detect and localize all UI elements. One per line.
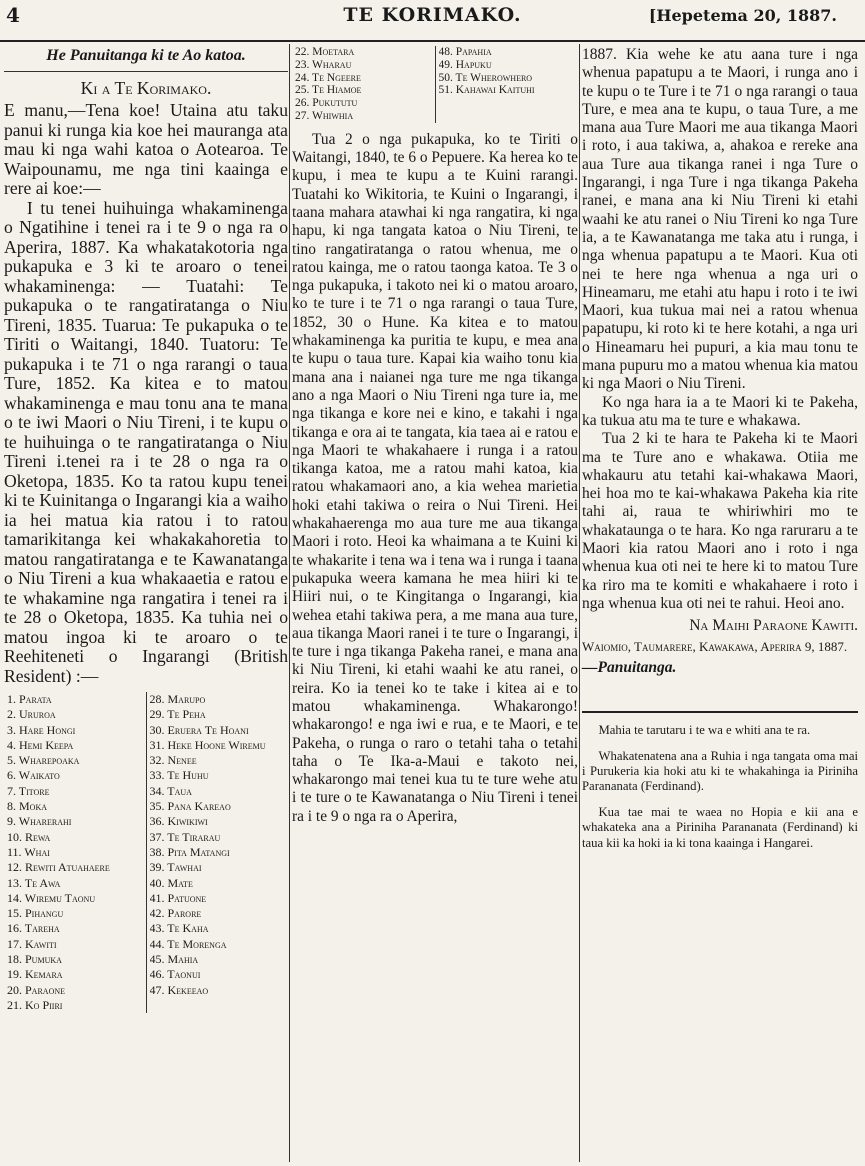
signatory: 30. Eruera Te Hoani (149, 722, 249, 737)
signatory-list (292, 46, 578, 123)
signatory: 33. Te Huhu (149, 768, 209, 783)
signatory: 16. Tareha (7, 921, 60, 936)
signatory: 17. Kawiti (7, 936, 57, 951)
signatory: 20. Paraone (7, 982, 66, 997)
signatory: 3. Hare Hongi (7, 722, 76, 737)
signatory: 47. Kekeeao (149, 982, 209, 997)
salutation: Ki a Te Korimako. (80, 77, 212, 98)
signatory: 9. Wharerahi (7, 814, 72, 829)
signatory: 14. Wiremu Taonu (7, 890, 96, 905)
paragraph: I tu tenei huihuinga whakaminenga o Ngatihine i tenei ra i te 9 o nga ra o Aperira, 1887. Ka whakatakotoria nga pukapuka e 3 ki te aroaro o tenei whakaminenga: — Tuatahi: Te pukapuka o te rangatiratanga o Niu Tireni, 1835. Tuarua: Te pukapuka o te Tiriti o Waitangi, 1840. Tuatoru: Te pukapuka i te 71 o nga rarangi o taua Ture, 1852. Ka kitea e to matou whakaminenga e mau tonu ana te mana o te iwi Maori o Niu Tireni, i te kupu o te huihuinga o te rangatiratanga o Niu Tireni i.tenei ra i te 28 o nga ra o Oketopa, 1835. Ko ta ratou kupu tenei ki te Kuinitanga o Ingarangi kia a waiho ia hei matua kia ratou i to ratou tamarikitanga kei whakakahoretia to matou rangatiratanga e te Kawanatanga o Niu Tireni a kua whakaaetia e ratou e te whakamine nga rangatira i tenei ra i te 28 o Oketopa, 1835. Ka tuhia nei o matou ingoa ki te aroaro o te Reehiteneti o Ingarangi (British Resident) :— (4, 197, 288, 686)
paragraph: Ko nga hara ia a te Maori ki te Pakeha, ka tukua atu ma te ture e whakawa. (582, 393, 858, 429)
column-rule (289, 44, 290, 1162)
paragraph: Tua 2 o nga pukapuka, ko te Tiriti o Waitangi, 1840, te 6 o Pepuere. Ka herea ko te kupu, i mea te kupu a te Kuini rarangi. Tuatahi ko Wikitoria, te Kuini o Ingarangi, i taana mahara atawhai ki nga rangatira, ki nga hapu, ki nga tangata katoa o Niu Tireni, te tino rangatiratanga o ratou whenua, me o ratou kainga, me o ratou taonga katoa. Te 3 o nga pukapuka, i takoto nei ki o matou aroaro, ko te ture i te 71 o nga rarangi o taua Ture, 1852, 30 o Hune. Ka kitea e to matou whakaminenga ka puritia te kupu, e mea ana te kupu o taua ture. Kapai kia waiho tonu kia mana ana i naianei nga ture me nga tikanga ano a nga Maori o Niu Tireni nga ture ia, me nga tikanga e kore nei e kino, e takahi i nga tikanga e ora ai te tangata, kia taea ai e ratou e nga Maori te whakahaere i runga i a ratou tikanga katoa, me a ratou mahi katoa, kia ratou whakamaori ano, a kia wehea marietia hoki etahi takiwa o reira o Nui Tireni. Hei whakahaerenga mo aua ture me aua tikanga Maori i roto. Heoi ka whaimana a te Kuini ki te whakarite i tena wa i tena wa i runga i taana pukapuka weera kamana he mea hiiri ki te Hiiri nui, o te Kingitanga o Ingarangi, kia wehea etahi takiwa pera, a me mana aua ture, aua tikanga Maori ranei i te ture o Ingarangi, i te ture i nga tikanga Pakeha ranei, e mana ana ki Niu Tireni, ki etahi waahi ke atu ranei, o reira. Ko ia tenei ko te take i kitea ai e to matou whakaminenga. Whakarongo! whakarongo! e nga iwi e rua, e te Maori, e te Pakeha, o runga o raro o tetahi taha o tetahi taha o Te Ika-a-Maui e takoto nei, whakarongo mai tenei kua tu te ture wehe atu i te ture o te Kawanatanga o Niu Tireni i tenei ra i te 9 o nga ra o Aperira, (292, 130, 578, 825)
signatory: 5. Wharepoaka (7, 753, 80, 768)
paragraph: 1887. Kia wehe ke atu aana ture i nga whenua papatupu a te Maori, i runga ano i te kupu o te Ture i te 71 o nga rarangi o taua Ture, e mea ana te kupu, o taua Ture, a me mana aua Ture Maori me aua tikanga Maori i roto, i aua takiwa, a, ahakoa e rereke ana aua Ture aua tikanga ranei i nga Ture o Ingarangi, i nga Ture i nga tikanga Pakeha ranei, e mana ana ki Niu Tireni ki etahi waahi ke atu ranei o Niu Tireni ko nga Ture ia, a te Kawanatanga me taka atu i runga, i nga whenua papatupu a te Maori. Kua oti nei te here nga whenua a nga uri o Hineamaru, me etahi atu hapu i roto i te iwi Maori, kua tukua mai nei a ratou whenua papatupu, ki roto ki te here kotahi, a nga uri o Hineamaru hei pupuri, a kia mau tonu te mana pupuru mo a matou whenua kia matou ki nga Maori o Niu Tireni. (582, 46, 858, 393)
signatory: 4. Hemi Keepa (7, 737, 74, 752)
paragraph: Tua 2 ki te hara te Pakeha ki te Maori ma te Ture ano e whakawa. Otiia me whakauru atu tetahi kai-whakawa Maori, hei hoa mo te kai-whakawa Pakeha kia rite tahi ai, raua te whiriwhiri mo te whakataunga o te hara. Ko nga raruraru a te Maori kia ratou Maori ano i roto i nga whenua kua oti nei te here ki to matou Ture ka riro ma te komiti e whakahaere i roto i nga whenua kua oti nei te rahui. Heoi ano. (582, 430, 858, 612)
signatory: 18. Pumuka (7, 952, 62, 967)
section-divider (582, 711, 858, 713)
signatory: 41. Patuone (149, 890, 207, 905)
signatory: 15. Pihangu (7, 906, 64, 921)
signatory: 26. Pukututu (295, 97, 358, 110)
signatory: 37. Te Tirarau (149, 829, 221, 844)
signatory: 40. Mate (149, 875, 193, 890)
signatory: 7. Titore (7, 783, 50, 798)
signatory: 45. Mahia (149, 952, 199, 967)
signatory: 44. Te Morenga (149, 936, 227, 951)
signatory: 36. Kiwikiwi (149, 814, 208, 829)
signatory: 35. Pana Kareao (149, 799, 231, 814)
signatory-column (435, 46, 579, 123)
signatory-column (292, 46, 435, 123)
signatory: 38. Pita Matangi (149, 844, 230, 859)
signatory: 49. Hapuku (438, 58, 492, 71)
signatory: 24. Te Ngeere (295, 71, 361, 84)
news-notes (582, 723, 858, 851)
signatory: 39. Tawhai (149, 860, 202, 875)
column-1 (4, 46, 288, 1013)
column-3 (582, 46, 858, 861)
issue-date: [Hepetema 20, 1887. (648, 6, 837, 25)
signatory: 22. Moetara (295, 46, 355, 58)
signatory: 19. Kemara (7, 967, 63, 982)
signatory-column (146, 692, 289, 1013)
place-date: Waiomio, Taumarere, Kawakawa, Aperira 9, 1887. (582, 638, 848, 654)
signatory: 51. Kahawai Kaituhi (438, 84, 535, 97)
signatory: 8. Moka (7, 799, 48, 814)
signatory: 12. Rewiti Atuahaere (7, 860, 110, 875)
article-heading: He Panuitanga ki te Ao katoa. (4, 46, 288, 72)
news-note: Whakatenatena ana a Ruhia i nga tangata oma mai i Purukeria kia hoki atu ki te whakahinga ia Piriniha Parananata (Ferdinand). (582, 748, 858, 794)
signatory: 23. Wharau (295, 58, 352, 71)
news-note: Kua tae mai te waea no Hopia e kii ana e whakateka ana a Piriniha Parananata (Ferdinand) ki taua kii ka hoki ia ki tona kaainga i Hangarei. (582, 804, 858, 850)
signatory: 10. Rewa (7, 829, 51, 844)
signatory: 29. Te Peha (149, 707, 206, 722)
signatory: 11. Whai (7, 844, 50, 859)
signatory: 28. Marupo (149, 692, 206, 706)
signatory: 50. Te Wherowhero (438, 71, 533, 84)
masthead (0, 0, 865, 42)
signatory: 13. Te Awa (7, 875, 61, 890)
signatory-list (4, 692, 288, 1013)
signatory: 46. Taonui (149, 967, 201, 982)
signatory: 34. Taua (149, 783, 192, 798)
column-rule (579, 44, 580, 1162)
column-2 (292, 46, 578, 826)
signatory: 42. Parore (149, 906, 202, 921)
signatory: 27. Whiwhia (295, 109, 354, 122)
signatory: 25. Te Hiamoe (295, 84, 362, 97)
signatory-column (4, 692, 146, 1013)
signature: Na Maihi Paraone Kawiti. (689, 617, 858, 635)
signatory: 43. Te Kaha (149, 921, 209, 936)
signatory: 48. Papahia (438, 46, 492, 58)
page-number: 4 (6, 3, 20, 27)
signatory: 31. Heke Hoone Wiremu (149, 737, 266, 752)
signatory: 1. Parata (7, 692, 52, 706)
article-source: —Panuitanga. (582, 658, 677, 676)
paragraph: E manu,—Tena koe! Utaina atu taku panui ki runga kia koe hei mauranga ata mau ki nga wahi katoa o Aotearoa. Te Waipounamu, me nga tini kaainga e rere ai koe:— (4, 100, 288, 198)
signatory: 21. Ko Piiri (7, 997, 63, 1012)
signatory: 2. Ururoa (7, 707, 56, 722)
news-note: Mahia te tarutaru i te wa e whiti ana te ra. (598, 723, 811, 738)
signatory: 32. Nenee (149, 753, 197, 768)
signatory: 6. Waikato (7, 768, 60, 783)
newspaper-title: TE KORIMAKO. (343, 4, 522, 26)
